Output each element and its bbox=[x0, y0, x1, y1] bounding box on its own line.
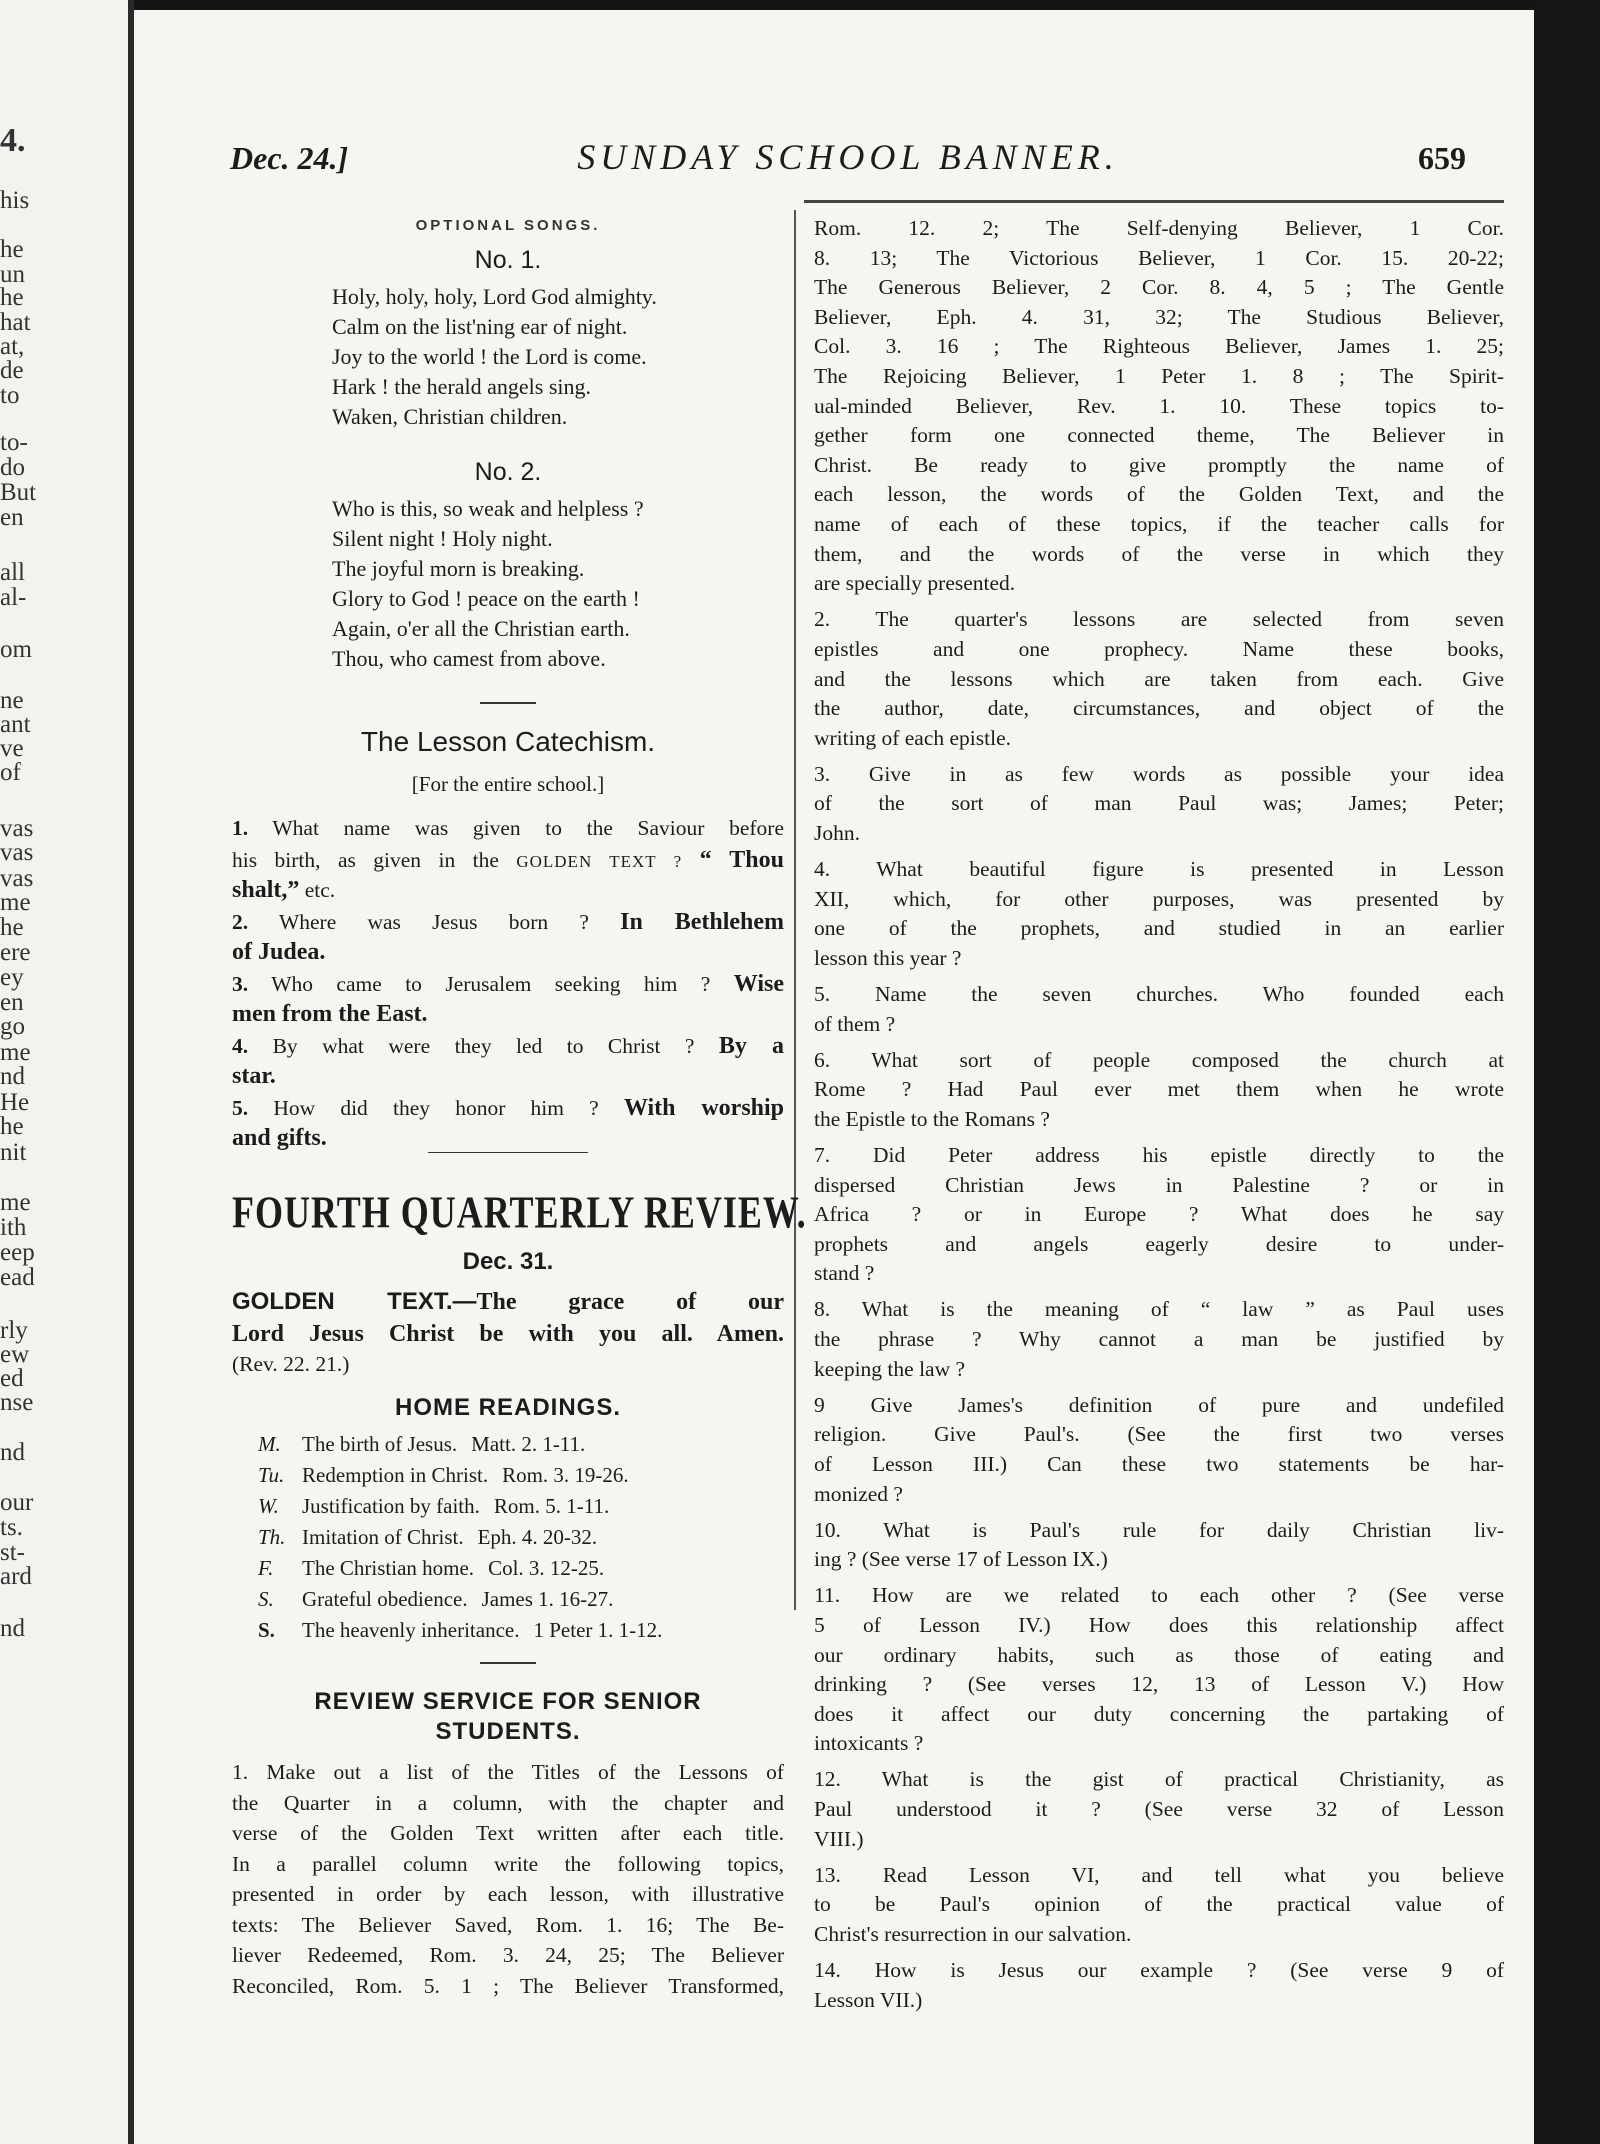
catechism-q1-line3: shalt,” etc. bbox=[232, 877, 336, 903]
song-no2-line: Who is this, so weak and helpless ? bbox=[332, 496, 644, 521]
right-paragraph-line: Believer, Eph. 4. 31, 32; The Studious Believer, bbox=[814, 305, 1504, 329]
right-paragraph-line: 5 of Lesson IV.) How does this relationship affect bbox=[814, 1613, 1504, 1637]
song-no1-line: Calm on the list'ning ear of night. bbox=[332, 314, 628, 339]
prev-page-fragment: all bbox=[0, 559, 25, 586]
golden-text-ref: (Rev. 22. 21.) bbox=[232, 1352, 350, 1376]
reading-title: The birth of Jesus. bbox=[302, 1432, 458, 1456]
q4-question: By what were they led to Christ ? bbox=[272, 1034, 695, 1058]
senior-paragraph-line: the Quarter in a column, with the chapter and bbox=[232, 1790, 784, 1815]
reading-title: Justification by faith. bbox=[302, 1494, 480, 1518]
right-paragraph-line: lesson this year ? bbox=[814, 946, 962, 970]
prev-page-fragment: nse bbox=[0, 1389, 34, 1416]
catechism-q2-line1: 2. Where was Jesus born ? In Bethlehem bbox=[232, 909, 785, 935]
scan-edge bbox=[1534, 0, 1600, 2144]
senior-title-line1: REVIEW SERVICE FOR SENIOR bbox=[314, 1688, 702, 1715]
header-title: SUNDAY SCHOOL BANNER. bbox=[577, 137, 1119, 177]
right-paragraph-line: does it affect our duty concerning the partaking of bbox=[814, 1702, 1504, 1726]
prev-page-fragment: ed bbox=[0, 1365, 24, 1392]
reading-ref: Rom. 5. 1-11. bbox=[493, 1494, 610, 1518]
reading-ref: James 1. 16-27. bbox=[481, 1587, 614, 1611]
right-paragraph-line: religion. Give Paul's. (See the first two verses bbox=[814, 1422, 1504, 1446]
right-paragraph-line: keeping the law ? bbox=[814, 1357, 966, 1381]
reading-day: F. bbox=[258, 1556, 274, 1580]
section-divider bbox=[480, 702, 536, 704]
right-paragraph-line: each lesson, the words of the Golden Text, and the bbox=[814, 482, 1504, 506]
right-paragraph-line: are specially presented. bbox=[814, 571, 1016, 595]
right-paragraph-line: Africa ? or in Europe ? What does he say bbox=[814, 1202, 1504, 1226]
prev-page-fragment: to- bbox=[0, 429, 28, 456]
prev-page-fragment: ead bbox=[0, 1264, 35, 1291]
song-no1-line: Joy to the world ! the Lord is come. bbox=[332, 344, 647, 369]
prev-page-fragment: of bbox=[0, 759, 21, 786]
q5-question: How did they honor him ? bbox=[273, 1096, 599, 1120]
q3-number: 3. bbox=[232, 972, 249, 996]
reading-ref: 1 Peter 1. 1-12. bbox=[533, 1618, 663, 1642]
prev-page-fragment: un bbox=[0, 261, 25, 288]
right-paragraph-line: ing ? (See verse 17 of Lesson IX.) bbox=[814, 1547, 1108, 1571]
prev-page-fragment: en bbox=[0, 504, 24, 531]
prev-page-fragment: ew bbox=[0, 1341, 30, 1368]
home-readings-title: HOME READINGS. bbox=[394, 1394, 621, 1421]
golden-text-line2: Lord Jesus Christ be with you all. Amen. bbox=[232, 1321, 784, 1347]
right-paragraph-line: Lesson VII.) bbox=[814, 1988, 923, 2012]
right-paragraph-line: John. bbox=[814, 821, 860, 845]
prev-page-fragment: me bbox=[0, 889, 31, 916]
column-divider bbox=[794, 210, 796, 1610]
prev-page-fragment: he bbox=[0, 914, 24, 941]
right-paragraph-line: one of the prophets, and studied in an earlier bbox=[814, 916, 1504, 940]
prev-page-fragment: st- bbox=[0, 1539, 25, 1566]
prev-page-fragment: ts. bbox=[0, 1514, 23, 1541]
reading-title: Imitation of Christ. bbox=[302, 1525, 464, 1549]
home-reading-row bbox=[258, 1496, 784, 1517]
catechism-q4-line2: star. bbox=[232, 1063, 276, 1089]
prev-page-fragment: he bbox=[0, 236, 24, 263]
senior-paragraph-line: texts: The Believer Saved, Rom. 1. 16; The Be- bbox=[232, 1912, 784, 1937]
prev-page-fragment: ant bbox=[0, 711, 31, 738]
prev-page-fragment: vas bbox=[0, 815, 34, 842]
reading-ref: Col. 3. 12-25. bbox=[488, 1556, 605, 1580]
right-paragraph-line: and the lessons which are taken from each. Give bbox=[814, 667, 1504, 691]
senior-paragraph-line: verse of the Golden Text written after each title. bbox=[232, 1821, 784, 1845]
newspaper-page bbox=[134, 10, 1534, 2144]
right-paragraph-line: The Generous Believer, 2 Cor. 8. 4, 5 ; The Gentle bbox=[814, 275, 1504, 299]
catechism-q5-line1: 5. How did they honor him ? With worship bbox=[232, 1095, 785, 1121]
catechism-title: The Lesson Catechism. bbox=[360, 726, 656, 757]
prev-page-fragment: de bbox=[0, 357, 24, 384]
prev-page-fragment: en bbox=[0, 989, 24, 1016]
song-no1-line: Hark ! the herald angels sing. bbox=[332, 374, 592, 399]
right-paragraph-line: 8. 13; The Victorious Believer, 1 Cor. 15. 20-22; bbox=[814, 246, 1504, 270]
catechism-q5-line2: and gifts. bbox=[232, 1125, 327, 1151]
right-paragraph-line: 11. How are we related to each other ? (See verse bbox=[814, 1583, 1504, 1607]
header-rule bbox=[804, 200, 1504, 203]
prev-page-fragment: eep bbox=[0, 1239, 35, 1266]
right-paragraph-line: gether form one connected theme, The Believer in bbox=[814, 423, 1504, 447]
prev-page-fragment: rly bbox=[0, 1317, 28, 1344]
q2-number: 2. bbox=[232, 910, 249, 934]
reading-day: M. bbox=[258, 1432, 281, 1456]
reading-title: Grateful obedience. bbox=[302, 1587, 468, 1611]
prev-page-fragment: vas bbox=[0, 839, 34, 866]
review-title: FOURTH QUARTERLY REVIEW. bbox=[232, 1187, 807, 1238]
right-paragraph-line: the Epistle to the Romans ? bbox=[814, 1107, 1050, 1131]
right-paragraph-line: intoxicants ? bbox=[814, 1731, 924, 1755]
catechism-q4-line1: 4. By what were they led to Christ ? By a bbox=[232, 1033, 784, 1059]
home-reading-row bbox=[258, 1527, 784, 1548]
right-paragraph-line: Christ. Be ready to give promptly the name of bbox=[814, 453, 1504, 477]
right-paragraph-line: 8. What is the meaning of “ law ” as Paul uses bbox=[814, 1297, 1504, 1321]
golden-text-line1: GOLDEN TEXT.—The grace of our bbox=[232, 1288, 784, 1315]
reading-ref: Eph. 4. 20-32. bbox=[477, 1525, 598, 1549]
reading-title: The heavenly inheritance. bbox=[302, 1618, 520, 1642]
reading-day: S. bbox=[258, 1618, 275, 1642]
right-paragraph-line: prophets and angels eagerly desire to under- bbox=[814, 1232, 1504, 1256]
review-date: Dec. 31. bbox=[462, 1248, 554, 1275]
page-number: 659 bbox=[1418, 140, 1466, 176]
prev-page-fragment: me bbox=[0, 1039, 31, 1066]
right-paragraph-line: the phrase ? Why cannot a man be justified by bbox=[814, 1327, 1504, 1351]
prev-page-fragment: ere bbox=[0, 939, 31, 966]
song-no2-line: Again, o'er all the Christian earth. bbox=[332, 616, 630, 641]
song-no2-line: Silent night ! Holy night. bbox=[332, 526, 553, 551]
reading-day: W. bbox=[258, 1494, 279, 1518]
senior-paragraph-line: liever Redeemed, Rom. 3. 24, 25; The Believer bbox=[232, 1943, 784, 1967]
right-paragraph-line: 13. Read Lesson VI, and tell what you believe bbox=[814, 1863, 1504, 1887]
right-paragraph-line: XII, which, for other purposes, was presented by bbox=[814, 887, 1504, 911]
senior-paragraph-line: Reconciled, Rom. 5. 1 ; The Believer Transformed, bbox=[232, 1973, 784, 1998]
right-paragraph-line: 4. What beautiful figure is presented in Lesson bbox=[814, 857, 1504, 881]
q1-number: 1. bbox=[232, 816, 249, 840]
page-header bbox=[230, 136, 1466, 192]
prev-page-fragment: al- bbox=[0, 584, 27, 611]
catechism-q1-line1: 1. What name was given to the Saviour before bbox=[232, 816, 784, 840]
q3-question: Who came to Jerusalem seeking him ? bbox=[271, 972, 711, 996]
senior-title-line2: STUDENTS. bbox=[435, 1718, 581, 1745]
senior-paragraph-line: In a parallel column write the following topics, bbox=[232, 1851, 784, 1876]
reading-ref: Rom. 3. 19-26. bbox=[502, 1463, 629, 1487]
header-date: Dec. 24.] bbox=[230, 140, 349, 176]
prev-page-fragment: nit bbox=[0, 1139, 27, 1166]
golden-text-label: GOLDEN TEXT.— bbox=[232, 1288, 477, 1315]
reading-ref: Matt. 2. 1-11. bbox=[471, 1432, 586, 1456]
prev-page-fragment: his bbox=[0, 187, 30, 214]
song-no2-line: Thou, who camest from above. bbox=[332, 646, 606, 671]
prev-page-fragment: do bbox=[0, 454, 25, 481]
right-paragraph-line: to be Paul's opinion of the practical value of bbox=[814, 1892, 1504, 1916]
right-paragraph-line: monized ? bbox=[814, 1482, 903, 1506]
prev-page-fragment: ith bbox=[0, 1214, 27, 1241]
right-paragraph-line: 9 Give James's definition of pure and undefiled bbox=[814, 1393, 1504, 1417]
reading-day: Th. bbox=[258, 1525, 286, 1549]
prev-page-fragment: go bbox=[0, 1013, 25, 1040]
previous-page-fragment bbox=[0, 0, 134, 2144]
right-paragraph-line: Col. 3. 16 ; The Righteous Believer, James 1. 25; bbox=[814, 334, 1504, 358]
catechism-subtitle: [For the entire school.] bbox=[411, 772, 605, 796]
song-no2-line: Glory to God ! peace on the earth ! bbox=[332, 586, 640, 611]
right-paragraph-line: of Lesson III.) Can these two statements be har- bbox=[814, 1452, 1504, 1476]
home-reading-row bbox=[258, 1465, 784, 1486]
right-paragraph-line: stand ? bbox=[814, 1261, 875, 1285]
right-paragraph-line: the author, date, circumstances, and object of the bbox=[814, 696, 1504, 720]
right-paragraph-line: 2. The quarter's lessons are selected from seven bbox=[814, 607, 1504, 631]
prev-page-fragment: our bbox=[0, 1489, 34, 1516]
right-paragraph-line: VIII.) bbox=[814, 1827, 864, 1851]
reading-day: S. bbox=[258, 1587, 274, 1611]
q2-question: Where was Jesus born ? bbox=[278, 910, 589, 934]
prev-page-fragment: nd bbox=[0, 1063, 25, 1090]
prev-page-fragment: 4. bbox=[0, 122, 26, 159]
home-reading-row bbox=[258, 1558, 784, 1579]
right-paragraph-line: dispersed Christian Jews in Palestine ? or in bbox=[814, 1173, 1504, 1197]
catechism-q2-line2: of Judea. bbox=[232, 939, 326, 965]
home-reading-row bbox=[258, 1620, 784, 1641]
prev-page-fragment: he bbox=[0, 284, 24, 311]
catechism-q3-line1: 3. Who came to Jerusalem seeking him ? Wise bbox=[232, 971, 784, 997]
right-paragraph-line: writing of each epistle. bbox=[814, 726, 1012, 750]
ornament-rule bbox=[428, 1152, 588, 1153]
prev-page-fragment: at, bbox=[0, 333, 25, 360]
prev-page-fragment: om bbox=[0, 636, 32, 663]
song-no2-line: The joyful morn is breaking. bbox=[332, 556, 585, 581]
song-no1-label: No. 1. bbox=[474, 246, 542, 274]
right-paragraph-line: 10. What is Paul's rule for daily Christian liv- bbox=[814, 1518, 1504, 1542]
prev-page-fragment: ne bbox=[0, 687, 24, 714]
prev-page-fragment: nd bbox=[0, 1615, 25, 1642]
section-divider-2 bbox=[480, 1662, 536, 1664]
songs-heading: OPTIONAL SONGS. bbox=[415, 217, 601, 234]
prev-page-fragment: to bbox=[0, 382, 20, 409]
right-paragraph-line: Paul understood it ? (See verse 32 of Lesson bbox=[814, 1797, 1504, 1821]
prev-page-fragment: ey bbox=[0, 964, 24, 991]
prev-page-fragment: vas bbox=[0, 865, 34, 892]
song-no2-label: No. 2. bbox=[474, 458, 542, 486]
senior-paragraph-line: 1. Make out a list of the Titles of the Lessons of bbox=[232, 1760, 784, 1784]
catechism-q3-line2: men from the East. bbox=[232, 1001, 428, 1027]
right-paragraph-line: our ordinary habits, such as those of eating and bbox=[814, 1643, 1504, 1667]
right-paragraph-line: epistles and one prophecy. Name these books, bbox=[814, 637, 1504, 661]
right-paragraph-line: 12. What is the gist of practical Christianity, as bbox=[814, 1767, 1504, 1791]
home-reading-row bbox=[258, 1589, 784, 1610]
prev-page-fragment: ard bbox=[0, 1563, 32, 1590]
senior-paragraph-line: presented in order by each lesson, with illustrative bbox=[232, 1882, 784, 1906]
q4-number: 4. bbox=[232, 1034, 249, 1058]
song-no1-line: Holy, holy, holy, Lord God almighty. bbox=[332, 284, 657, 309]
right-paragraph-line: 5. Name the seven churches. Who founded each bbox=[814, 982, 1504, 1006]
right-paragraph-line: 14. How is Jesus our example ? (See verse 9 of bbox=[814, 1958, 1504, 1982]
prev-page-fragment: But bbox=[0, 479, 37, 506]
right-paragraph-line: Rome ? Had Paul ever met them when he wrote bbox=[814, 1077, 1504, 1101]
home-reading-row bbox=[258, 1434, 784, 1455]
right-paragraph-line: Rom. 12. 2; The Self-denying Believer, 1 Cor. bbox=[814, 216, 1504, 240]
prev-page-fragment: He bbox=[0, 1089, 30, 1116]
prev-page-fragment: me bbox=[0, 1189, 31, 1216]
right-paragraph-line: 6. What sort of people composed the church at bbox=[814, 1048, 1504, 1072]
right-paragraph-line: of them ? bbox=[814, 1012, 896, 1036]
song-no1-line: Waken, Christian children. bbox=[332, 404, 568, 429]
q5-number: 5. bbox=[232, 1096, 249, 1120]
right-paragraph-line: 7. Did Peter address his epistle directly to the bbox=[814, 1143, 1504, 1167]
reading-title: The Christian home. bbox=[302, 1556, 475, 1580]
reading-title: Redemption in Christ. bbox=[302, 1463, 489, 1487]
right-paragraph-line: Christ's resurrection in our salvation. bbox=[814, 1922, 1132, 1946]
right-paragraph-line: name of each of these topics, if the teacher calls for bbox=[814, 512, 1504, 536]
prev-page-fragment: ve bbox=[0, 735, 24, 762]
right-paragraph-line: them, and the words of the verse in which they bbox=[814, 542, 1504, 566]
prev-page-fragment: hat bbox=[0, 309, 31, 336]
right-paragraph-line: The Rejoicing Believer, 1 Peter 1. 8 ; The Spirit- bbox=[814, 364, 1504, 388]
prev-page-fragment: nd bbox=[0, 1439, 25, 1466]
catechism-q1-line2: his birth, as given in the GOLDEN TEXT ? “ Thou bbox=[232, 847, 784, 873]
reading-day: Tu. bbox=[258, 1463, 285, 1487]
prev-page-fragment: he bbox=[0, 1113, 24, 1140]
right-paragraph-line: ual-minded Believer, Rev. 1. 10. These topics to- bbox=[814, 394, 1504, 418]
right-paragraph-line: drinking ? (See verses 12, 13 of Lesson V.) How bbox=[814, 1672, 1504, 1696]
right-paragraph-line: 3. Give in as few words as possible your idea bbox=[814, 762, 1504, 786]
right-paragraph-line: of the sort of man Paul was; James; Peter; bbox=[814, 791, 1504, 815]
